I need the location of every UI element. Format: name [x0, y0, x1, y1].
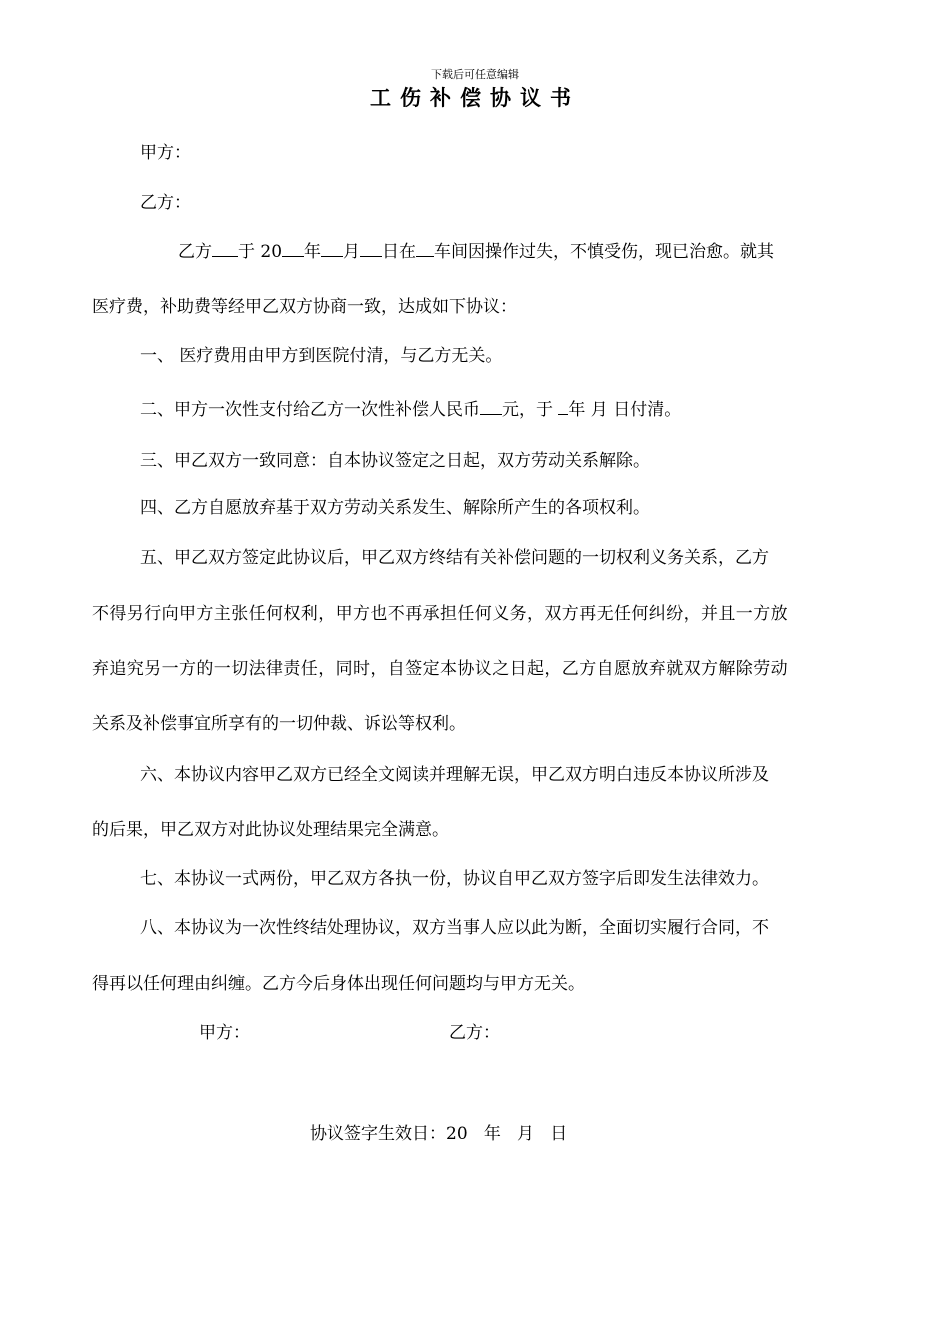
clause-6-line-1: 六、本协议内容甲乙双方已经全文阅读并理解无误，甲乙双方明白违反本协议所涉及: [140, 765, 769, 785]
party-a-label: 甲方：: [140, 143, 191, 163]
clause-2-text-2: 元，于: [502, 400, 553, 420]
header-note: 下载后可任意编辑: [431, 68, 519, 81]
intro-text-3: 年: [304, 242, 322, 262]
document-title: 工伤补偿协议书: [370, 86, 580, 110]
blank-underline: [480, 399, 502, 415]
clause-5-line-4: 关系及补偿事宜所享有的一切仲裁、诉讼等权利。: [92, 714, 466, 734]
signature-party-a: 甲方：: [199, 1023, 250, 1043]
clause-5-line-1: 五、甲乙双方签定此协议后，甲乙双方终结有关补偿问题的一切权利义务关系，乙方: [140, 548, 769, 568]
signature-party-b: 乙方：: [449, 1023, 500, 1043]
blank-underline: [360, 241, 382, 257]
clause-4: 四、乙方自愿放弃基于双方劳动关系发生、解除所产生的各项权利。: [140, 498, 650, 518]
intro-text-1: 乙方: [178, 242, 212, 262]
clause-7: 七、本协议一式两份，甲乙双方各执一份，协议自甲乙双方签字后即发生法律效力。: [140, 869, 769, 889]
party-b-label: 乙方：: [140, 193, 191, 213]
blank-underline: [321, 241, 343, 257]
intro-text-5: 日在: [382, 242, 417, 262]
blank-underline: [282, 241, 304, 257]
clause-5-line-2: 不得另行向甲方主张任何权利，甲方也不再承担任何义务，双方再无任何纠纷，并且一方放: [92, 604, 788, 624]
clause-5-line-3: 弃追究另一方的一切法律责任，同时，自签定本协议之日起，乙方自愿放弃就双方解除劳动: [92, 659, 788, 679]
clause-1: 一、 医疗费用由甲方到医院付清，与乙方无关。: [140, 346, 503, 366]
clause-2-text-3: 年 月 日付清。: [568, 400, 682, 420]
blank-underline: [558, 399, 568, 415]
intro-text-4: 月: [343, 242, 361, 262]
intro-text-2: 于 20: [238, 242, 283, 262]
intro-text-6: 车间因操作过失，不慎受伤，现已治愈。就其: [434, 242, 775, 262]
effective-date: 协议签字生效日：20 年 月 日: [310, 1124, 568, 1144]
clause-6-line-2: 的后果，甲乙双方对此协议处理结果完全满意。: [92, 820, 449, 840]
intro-line-1: [178, 241, 774, 262]
blank-underline: [416, 241, 434, 257]
clause-2-text-1: 二、甲方一次性支付给乙方一次性补偿人民币: [140, 400, 480, 420]
clause-2: [140, 399, 681, 420]
blank-underline: [212, 241, 238, 257]
clause-8-line-1: 八、本协议为一次性终结处理协议，双方当事人应以此为断，全面切实履行合同，不: [140, 918, 769, 938]
clause-3: 三、甲乙双方一致同意：自本协议签定之日起，双方劳动关系解除。: [140, 451, 650, 471]
intro-line-2: 医疗费，补助费等经甲乙双方协商一致，达成如下协议：: [92, 297, 517, 317]
clause-8-line-2: 得再以任何理由纠缠。乙方今后身体出现任何问题均与甲方无关。: [92, 974, 585, 994]
